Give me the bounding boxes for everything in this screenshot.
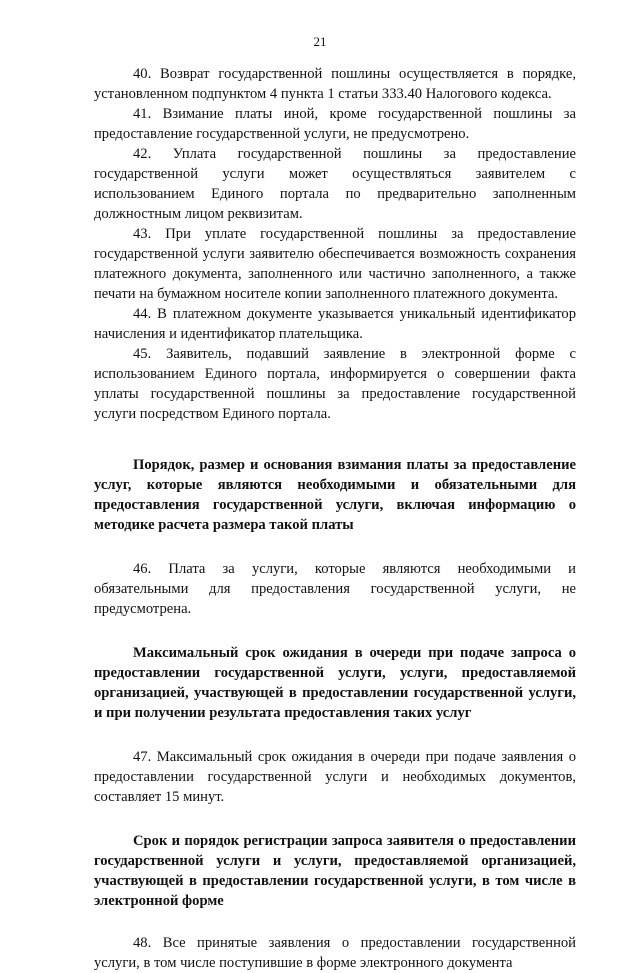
section-heading-queue-time: Максимальный срок ожидания в очереди при подаче запроса о предоставлении государственной услуги, услуги, предоставляемой организацией, участвующей в предоставлении государственной услуги, и при получении результата предоставления таких услуг — [94, 645, 576, 721]
section-heading-registration: Срок и порядок регистрации запроса заявителя о предоставлении государственной услуги и услуги, предоставляемой организацией, участвующей в предоставлении государственной услуги, в том числе в электронной форме — [94, 833, 576, 909]
paragraph-45: 45. Заявитель, подавший заявление в электронной форме с использованием Единого портала, информируется о совершении факта уплаты государственной пошлины за предоставление государственной услуги посредством Единого портала. — [94, 346, 576, 422]
paragraph-40: 40. Возврат государственной пошлины осуществляется в порядке, установленном подпунктом 4 пункта 1 статьи 333.40 Налогового кодекса. — [94, 66, 576, 102]
paragraph-44: 44. В платежном документе указывается уникальный идентификатор начисления и идентификатор плательщика. — [94, 306, 576, 342]
document-body — [94, 64, 576, 973]
paragraph-47: 47. Максимальный срок ожидания в очереди при подаче заявления о предоставлении государственной услуги и необходимых документов, составляет 15 минут. — [94, 749, 576, 805]
page-number: 21 — [313, 34, 327, 49]
paragraph-43: 43. При уплате государственной пошлины за предоставление государственной услуги заявителю обеспечивается возможность сохранения платежного документа, заполненного или частично заполненного, а также печати на бумажном носителе копии заполненного платежного документа. — [94, 226, 576, 302]
paragraph-46: 46. Плата за услуги, которые являются необходимыми и обязательными для предоставления государственной услуги, не предусмотрена. — [94, 561, 576, 617]
paragraph-48: 48. Все принятые заявления о предоставлении государственной услуги, в том числе поступившие в форме электронного документа — [94, 935, 576, 971]
paragraph-42: 42. Уплата государственной пошлины за предоставление государственной услуги может осуществляться заявителем с использованием Единого портала по предварительно заполненным должностным лицом реквизитам. — [94, 146, 576, 222]
section-heading-fees: Порядок, размер и основания взимания платы за предоставление услуг, которые являются необходимыми и обязательными для предоставления государственной услуги, включая информацию о методике расчета размера такой платы — [94, 457, 576, 533]
paragraph-41: 41. Взимание платы иной, кроме государственной пошлины за предоставление государственной услуги, не предусмотрено. — [94, 106, 576, 142]
